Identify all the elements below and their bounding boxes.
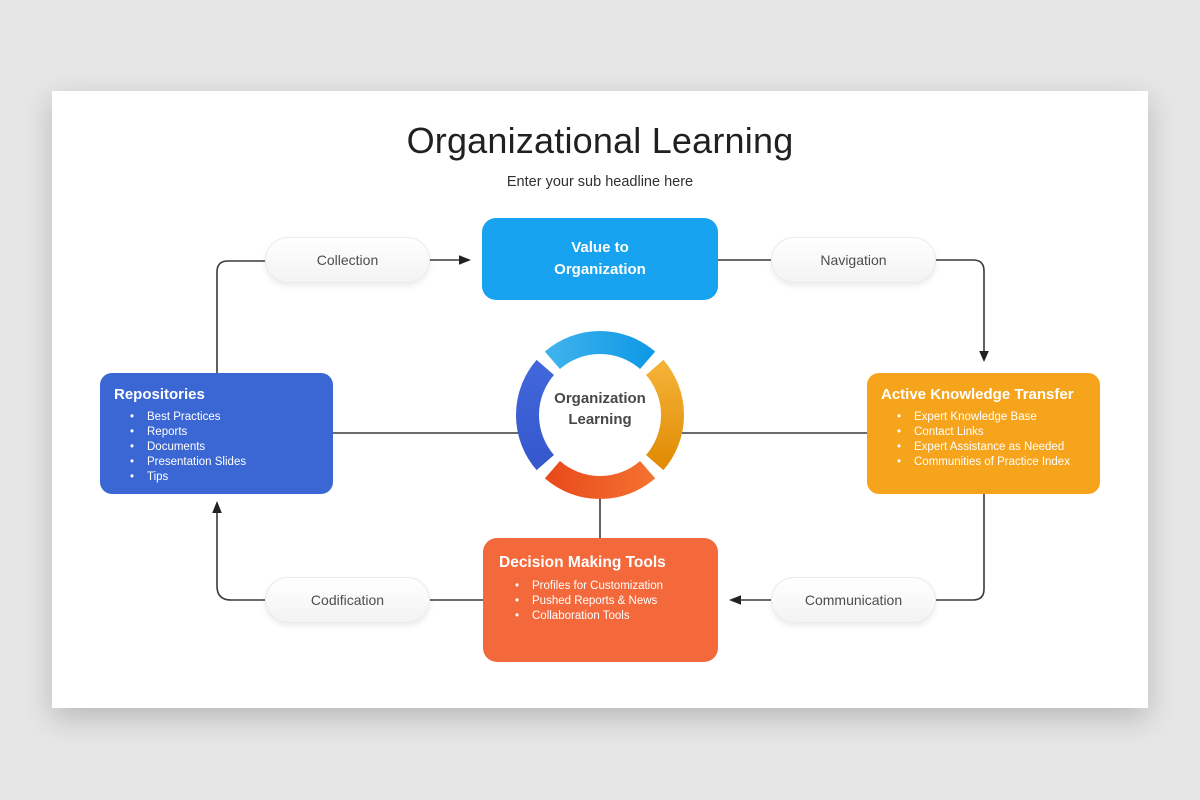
list-item: • Contact Links	[881, 425, 1086, 440]
pill-collection-label: Collection	[316, 252, 379, 268]
pill-navigation-label: Navigation	[820, 252, 887, 268]
decision-making-tools-title: Decision Making Tools	[499, 554, 666, 571]
list-item: • Documents	[114, 440, 319, 455]
list-item: • Communities of Practice Index	[881, 455, 1086, 470]
ring-center-label: Organization Learning	[554, 390, 646, 428]
value-to-organization-box	[482, 218, 718, 300]
repositories-title: Repositories	[114, 386, 205, 403]
slide-subtitle: Enter your sub headline here	[506, 174, 694, 190]
list-item: • Expert Assistance as Needed	[881, 440, 1086, 455]
active-knowledge-transfer-box	[867, 373, 1100, 494]
list-item: • Presentation Slides	[114, 455, 319, 470]
list-item: • Tips	[114, 470, 319, 485]
repositories-list	[114, 410, 319, 485]
repositories-box	[100, 373, 333, 494]
list-item: • Best Practices	[114, 410, 319, 425]
pill-communication	[771, 577, 936, 623]
list-item: • Reports	[114, 425, 319, 440]
value-to-organization-label: Value to Organization	[554, 239, 646, 278]
pill-communication-label: Communication	[804, 592, 903, 608]
active-knowledge-transfer-list	[881, 410, 1086, 470]
pill-collection	[265, 237, 430, 283]
pill-codification	[265, 577, 430, 623]
list-item: • Pushed Reports & News	[499, 594, 702, 609]
pill-codification-label: Codification	[310, 592, 385, 608]
pill-navigation	[771, 237, 936, 283]
list-item: • Expert Knowledge Base	[881, 410, 1086, 425]
slide-title: Organizational Learning	[406, 120, 794, 161]
list-item: • Profiles for Customization	[499, 579, 702, 594]
decision-making-tools-list	[499, 579, 702, 624]
active-knowledge-transfer-title: Active Knowledge Transfer	[881, 386, 1074, 403]
decision-making-tools-box	[483, 538, 718, 662]
list-item: • Collaboration Tools	[499, 609, 702, 624]
